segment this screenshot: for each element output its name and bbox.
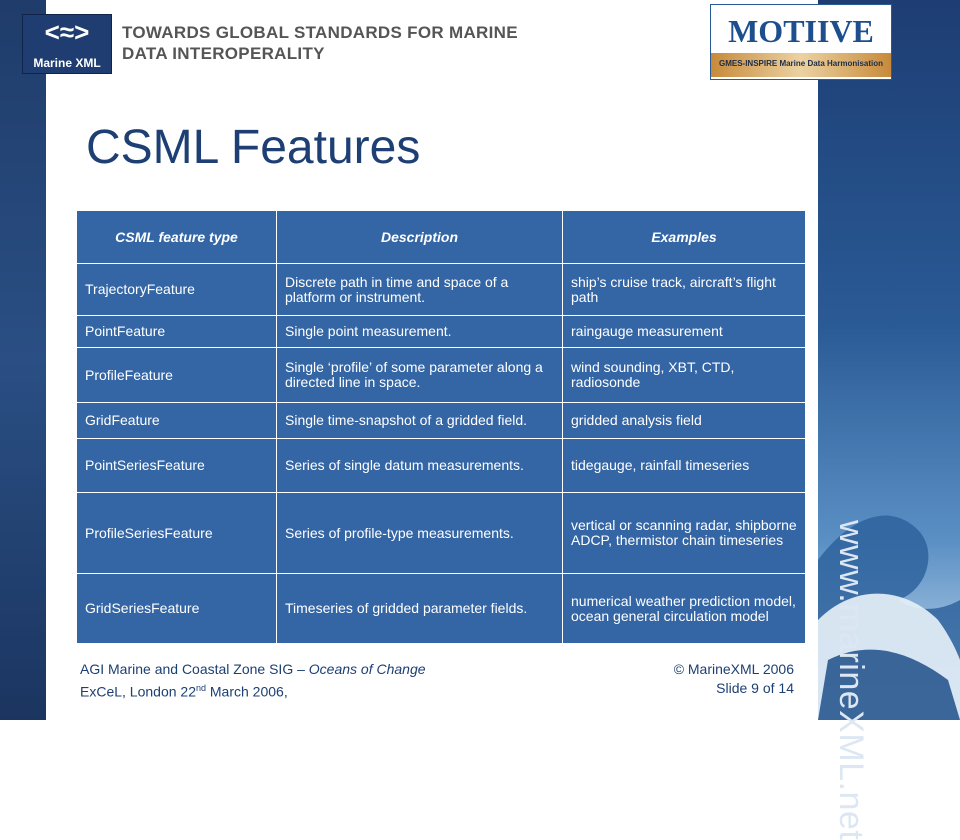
table-row [77,574,806,644]
header-examples: Examples [563,211,806,264]
footer-line2 [80,679,426,702]
feature-type-cell: ProfileSeriesFeature [77,493,277,574]
features-table [76,210,806,644]
description-cell: Single ‘profile’ of some parameter along a directed line in space. [277,348,563,403]
header-title [122,22,518,64]
marinexml-logo [22,14,112,74]
footer-venue: ExCeL, London 22 [80,683,196,700]
header-title-line1: TOWARDS GLOBAL STANDARDS FOR MARINE [122,23,518,42]
feature-type-cell: TrajectoryFeature [77,264,277,316]
feature-type-cell: GridFeature [77,403,277,439]
left-decor-bar [0,0,46,720]
table-row [77,316,806,348]
motiive-name: MOTIIVE [728,13,874,49]
description-cell: Series of profile-type measurements. [277,493,563,574]
footer-line1 [80,660,426,679]
table-header-row [77,211,806,264]
examples-cell: gridded analysis field [563,403,806,439]
footer-slide-info [600,660,794,698]
motiive-logo [710,4,892,80]
examples-cell: wind sounding, XBT, CTD, radiosonde [563,348,806,403]
logo-text: Marine XML [33,56,101,70]
description-cell: Discrete path in time and space of a platform or instrument. [277,264,563,316]
footer-event-info [80,660,426,702]
feature-type-cell: GridSeriesFeature [77,574,277,644]
description-cell: Timeseries of gridded parameter fields. [277,574,563,644]
site-url: www.marineXML.net [832,520,870,840]
table-row [77,264,806,316]
table-row [77,348,806,403]
description-cell: Single point measurement. [277,316,563,348]
header-feature-type: CSML feature type [77,211,277,264]
footer-event-theme: Oceans of Change [308,661,426,677]
logo-chevrons: <≈> [44,17,90,47]
footer-ordinal: nd [195,683,206,693]
copyright: © MarineXML 2006 [673,661,794,677]
examples-cell: raingauge measurement [563,316,806,348]
slide-title: CSML Features [86,121,421,174]
table-row [77,403,806,439]
footer-event-name: AGI Marine and Coastal Zone SIG – [80,661,309,677]
description-cell: Series of single datum measurements. [277,439,563,493]
examples-cell: tidegauge, rainfall timeseries [563,439,806,493]
slide-number: Slide 9 of 14 [716,680,794,696]
examples-cell: numerical weather prediction model, ocean general circulation model [563,574,806,644]
examples-cell: vertical or scanning radar, shipborne ADCP, thermistor chain timeseries [563,493,806,574]
feature-type-cell: PointFeature [77,316,277,348]
examples-cell: ship’s cruise track, aircraft’s flight path [563,264,806,316]
feature-type-cell: ProfileFeature [77,348,277,403]
table-row [77,439,806,493]
motiive-tagline: GMES-INSPIRE Marine Data Harmonisation [718,59,884,68]
description-cell: Single time-snapshot of a gridded field. [277,403,563,439]
footer-date: March 2006, [206,683,288,700]
header-title-line2: DATA INTEROPERALITY [122,44,325,63]
header-description: Description [277,211,563,264]
feature-type-cell: PointSeriesFeature [77,439,277,493]
table-row [77,493,806,574]
